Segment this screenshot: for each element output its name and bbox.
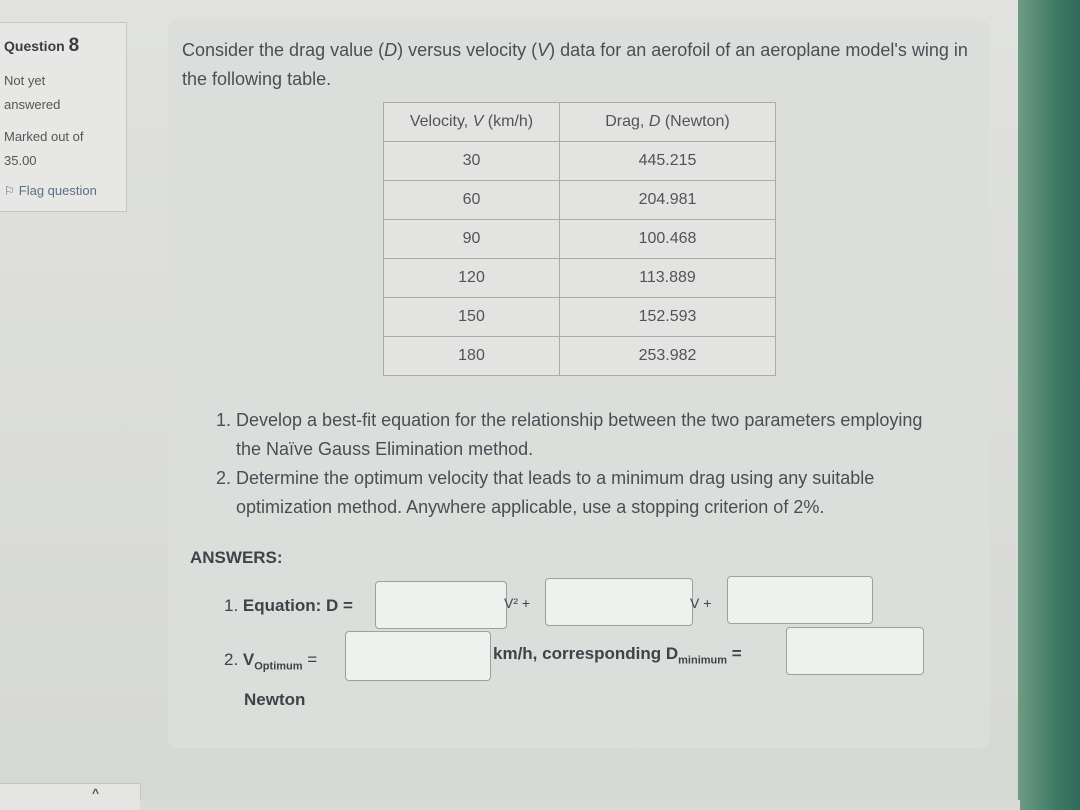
table-row: 180 253.982 — [384, 337, 776, 376]
coef-a-input[interactable] — [375, 581, 507, 629]
bottom-card-edge — [140, 800, 1020, 810]
table-row: 30 445.215 — [384, 142, 776, 181]
question-state: Not yet answered — [4, 73, 61, 112]
fragment-glyph: ^ — [92, 786, 100, 800]
question-marks: Marked out of 35.00 — [4, 129, 84, 168]
d-minimum-input[interactable] — [786, 627, 924, 675]
flag-icon: ⚐ — [4, 184, 15, 198]
v-squared-term: V² + — [504, 595, 531, 611]
v-optimum-input[interactable] — [345, 631, 491, 681]
table-row: 120 113.889 — [384, 259, 776, 298]
task-item: 1. Develop a best-fit equation for the relationship between the two parameters employing the Naïve Gauss Elimination method. — [216, 410, 923, 459]
question-number: Question 8 — [4, 35, 80, 56]
next-question-panel-fragment — [0, 783, 141, 810]
flag-question-link[interactable]: ⚐ Flag question — [4, 183, 97, 198]
coef-c-input[interactable] — [727, 576, 873, 624]
equation-label: 1. Equation: D = — [224, 596, 353, 615]
v-optimum-label: 2. $V_{Optimum}$ = — [224, 650, 318, 673]
task-item: 2. Determine the optimum velocity that leads to a minimum drag using any suitable optimization method. Anywhere applicable, use a stopping criterion of 2%. — [216, 468, 875, 517]
task-list — [216, 406, 946, 522]
question-content-card — [168, 20, 990, 748]
answers-heading: ANSWERS: — [190, 548, 283, 567]
coef-b-input[interactable] — [545, 578, 693, 626]
question-text: Consider the drag value (D) versus velocity (V) data for an aerofoil of an aeroplane model's wing in the following table. — [182, 40, 968, 89]
table-header-velocity: Velocity, V (km/h) — [384, 103, 560, 142]
newton-unit-label: Newton — [244, 690, 306, 709]
drag-velocity-table — [383, 102, 776, 376]
background-strip — [1018, 0, 1080, 810]
question-info-panel — [0, 22, 127, 212]
d-minimum-label: km/h, corresponding $D_{minimum}$ = — [493, 644, 742, 667]
table-row: 90 100.468 — [384, 220, 776, 259]
v-term: V + — [690, 595, 712, 611]
table-row: 60 204.981 — [384, 181, 776, 220]
table-row: 150 152.593 — [384, 298, 776, 337]
table-header-drag: Drag, D (Newton) — [560, 103, 776, 142]
